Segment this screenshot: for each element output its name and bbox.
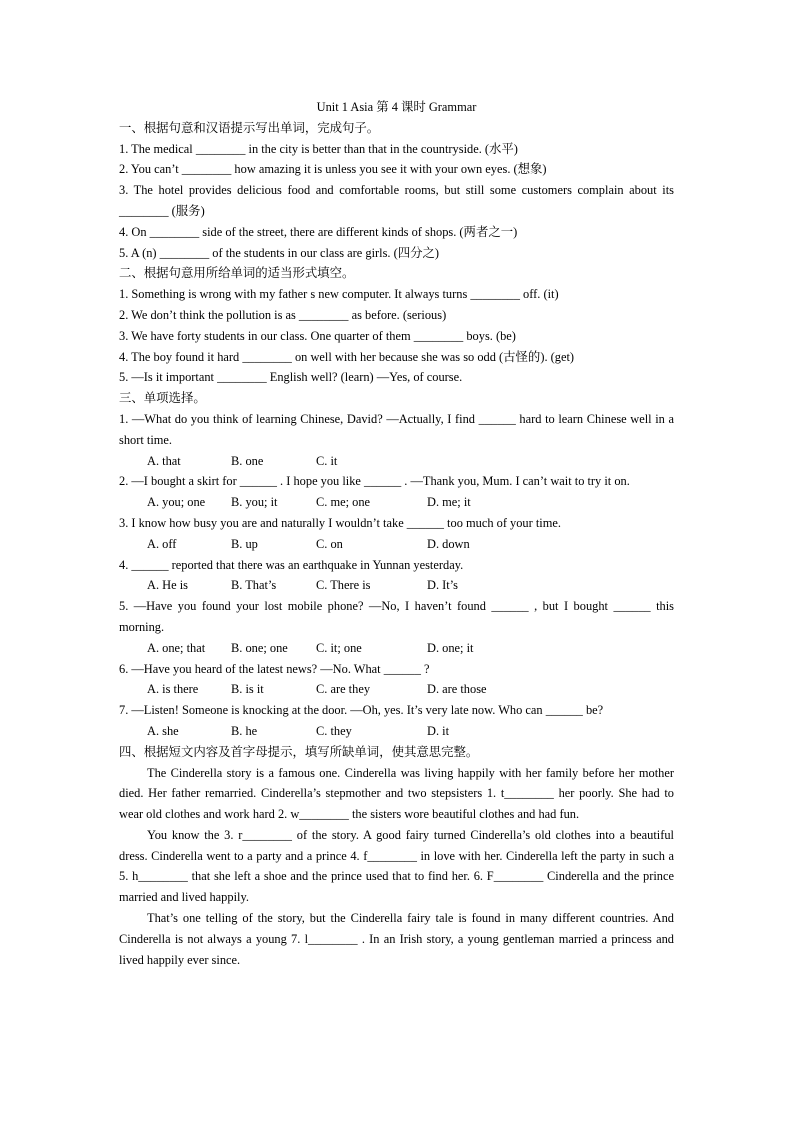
q6-option-c: C. are they bbox=[316, 682, 371, 697]
q6-option-a: A. is there bbox=[147, 682, 199, 697]
q1-stem: 1. —What do you think of learning Chinese, David? —Actually, I find ______ hard to learn Chinese well in a short time. bbox=[119, 411, 674, 447]
q3-option-d: D. down bbox=[427, 536, 470, 551]
section4-heading: 四、根据短文内容及首字母提示，填写所缺单词，使其意思完整。 bbox=[119, 744, 479, 759]
q6-options bbox=[119, 679, 674, 700]
section3-heading: 三、单项选择。 bbox=[119, 391, 206, 406]
s1-item-3: 3. The hotel provides delicious food and comfortable rooms, but still some customers complain about its ________ (服务) bbox=[119, 183, 674, 218]
q3-stem: 3. I know how busy you are and naturally I wouldn’t take ______ too much of your time. bbox=[119, 515, 561, 530]
q6-option-b: B. is it bbox=[231, 682, 264, 697]
q1-option-b: B. one bbox=[231, 453, 264, 468]
worksheet-page bbox=[119, 97, 674, 970]
q1-option-a: A. that bbox=[147, 453, 181, 468]
q4-option-b: B. That’s bbox=[231, 578, 277, 593]
s2-item-1: 1. Something is wrong with my father s new computer. It always turns ________ off. (it) bbox=[119, 287, 559, 302]
q4-option-a: A. He is bbox=[147, 578, 188, 593]
q4-stem: 4. ______ reported that there was an earthquake in Yunnan yesterday. bbox=[119, 557, 464, 572]
q2-option-d: D. me; it bbox=[427, 495, 471, 510]
q4-option-d: D. It’s bbox=[427, 578, 458, 593]
q4-option-c: C. There is bbox=[316, 578, 371, 593]
page-title: Unit 1 Asia 第 4 课时 Grammar bbox=[316, 100, 477, 114]
s1-item-4: 4. On ________ side of the street, there are different kinds of shops. (两者之一) bbox=[119, 224, 518, 239]
s1-item-1: 1. The medical ________ in the city is better than that in the countryside. (水平) bbox=[119, 141, 518, 156]
q3-option-c: C. on bbox=[316, 536, 343, 551]
q5-option-b: B. one; one bbox=[231, 640, 288, 655]
q5-option-c: C. it; one bbox=[316, 640, 362, 655]
q2-option-c: C. me; one bbox=[316, 495, 371, 510]
s2-item-4: 4. The boy found it hard ________ on well with her because she was so odd (古怪的). (get) bbox=[119, 349, 575, 364]
q5-stem: 5. —Have you found your lost mobile phone? —No, I haven’t found ______ , but I bought ______ this morning. bbox=[119, 599, 674, 634]
section1-heading: 一、根据句意和汉语提示写出单词，完成句子。 bbox=[119, 120, 380, 135]
q1-options bbox=[119, 451, 674, 472]
q2-option-a: A. you; one bbox=[147, 495, 206, 510]
q6-stem: 6. —Have you heard of the latest news? —No. What ______ ? bbox=[119, 661, 430, 676]
q6-option-d: D. are those bbox=[427, 682, 487, 697]
passage-paragraph-1: The Cinderella story is a famous one. Cinderella was living happily with her family before her mother died. Her father remarried. Cinderella’s stepmother and two stepsisters 1. t________ her poorly. She had to wear old clothes and work hard 2. w________ the sisters wore beautiful clothes and had fun. bbox=[119, 765, 674, 822]
s2-item-5: 5. —Is it important ________ English well? (learn) —Yes, of course. bbox=[119, 370, 463, 385]
q2-options bbox=[119, 492, 674, 513]
s2-item-3: 3. We have forty students in our class. One quarter of them ________ boys. (be) bbox=[119, 328, 516, 343]
q5-option-a: A. one; that bbox=[147, 640, 206, 655]
q2-option-b: B. you; it bbox=[231, 495, 278, 510]
s1-item-2: 2. You can’t ________ how amazing it is unless you see it with your own eyes. (想象) bbox=[119, 162, 547, 177]
s2-item-2: 2. We don’t think the pollution is as ________ as before. (serious) bbox=[119, 307, 447, 322]
q3-option-b: B. up bbox=[231, 536, 258, 551]
passage-paragraph-2: You know the 3. r________ of the story. A good fairy turned Cinderella’s old clothes into a beautiful dress. Cinderella went to a party and a prince 4. f________ in love with her. Cinderella left the party in such a 5. h________ that she left a shoe and the prince used that to find her. 6. F________ Cinderella and the prince married and lived happily. bbox=[119, 827, 674, 905]
q7-stem: 7. —Listen! Someone is knocking at the door. —Oh, yes. It’s very late now. Who can ______ be? bbox=[119, 703, 604, 718]
q1-option-c: C. it bbox=[316, 453, 338, 468]
q5-option-d: D. one; it bbox=[427, 640, 474, 655]
q2-stem: 2. —I bought a skirt for ______ . I hope you like ______ . —Thank you, Mum. I can’t wait to try it on. bbox=[119, 474, 630, 489]
q7-option-c: C. they bbox=[316, 723, 352, 738]
q7-option-b: B. he bbox=[231, 723, 258, 738]
passage-paragraph-3: That’s one telling of the story, but the Cinderella fairy tale is found in many different countries. And Cinderella is not always a young 7. l________ . In an Irish story, a young gentleman married a princess and lived happily ever since. bbox=[119, 911, 674, 967]
q7-option-d: D. it bbox=[427, 723, 450, 738]
s1-item-5: 5. A (n) ________ of the students in our class are girls. (四分之) bbox=[119, 245, 440, 260]
q3-option-a: A. off bbox=[147, 536, 177, 551]
q7-option-a: A. she bbox=[147, 723, 179, 738]
q5-options bbox=[119, 638, 674, 659]
section2-heading: 二、根据句意用所给单词的适当形式填空。 bbox=[119, 266, 355, 281]
q4-options bbox=[119, 575, 674, 596]
q3-options bbox=[119, 534, 674, 555]
q7-options bbox=[119, 721, 674, 742]
